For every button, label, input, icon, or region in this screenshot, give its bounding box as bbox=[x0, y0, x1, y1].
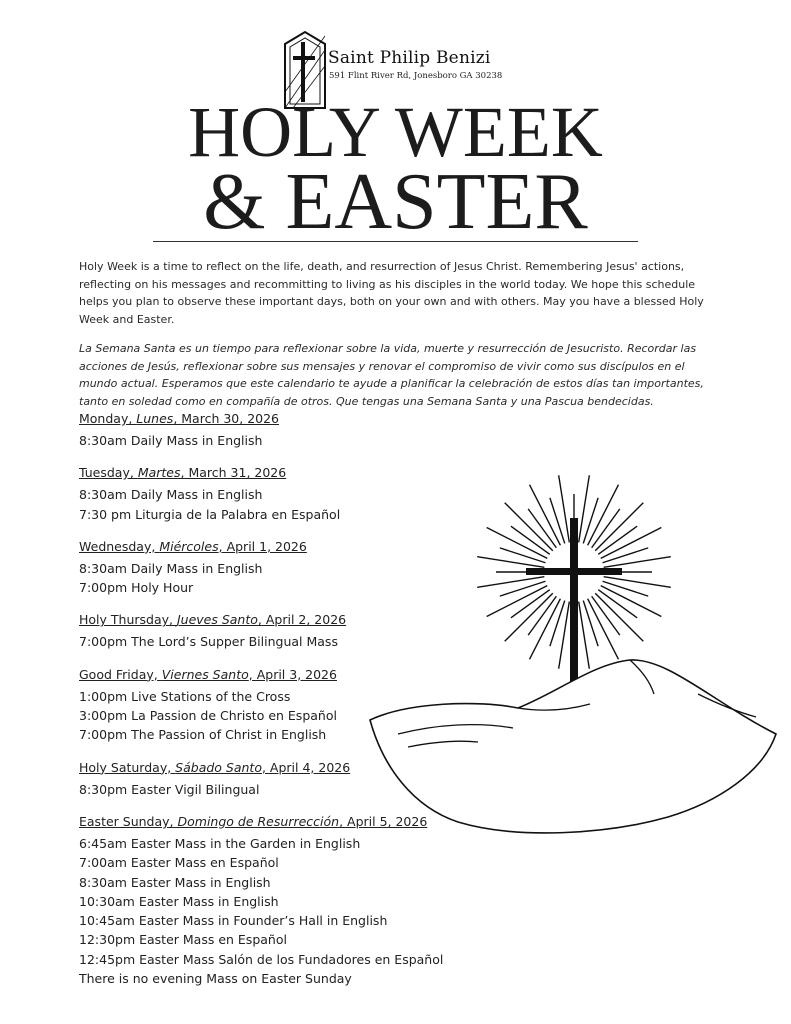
schedule-event: 7:30 pm Liturgia de la Palabra en Español bbox=[79, 506, 341, 522]
day-name-spanish: Martes bbox=[137, 465, 181, 481]
day-name-spanish: Miércoles bbox=[159, 538, 219, 554]
day-date: , March 31, 2026 bbox=[180, 465, 287, 481]
schedule-day bbox=[79, 758, 549, 799]
day-name-spanish: Viernes Santo bbox=[161, 666, 249, 682]
day-date: , April 1, 2026 bbox=[218, 538, 307, 554]
day-name-spanish: Sábado Santo bbox=[175, 759, 262, 775]
schedule-event: There is no evening Mass on Easter Sunday bbox=[79, 971, 352, 987]
schedule-event: 8:30am Daily Mass in English bbox=[79, 487, 263, 503]
schedule-event: 3:00pm La Passion de Christo en Español bbox=[79, 708, 337, 724]
page-title-line1: HOLY WEEK bbox=[188, 92, 603, 172]
schedule-event: 1:00pm Live Stations of the Cross bbox=[79, 688, 291, 704]
schedule-day bbox=[79, 537, 549, 598]
day-name-english: Easter Sunday, bbox=[79, 813, 178, 829]
schedule bbox=[79, 409, 549, 1001]
day-name-english: Monday, bbox=[79, 411, 137, 426]
day-heading bbox=[79, 409, 549, 428]
day-name-english: Wednesday, bbox=[79, 538, 160, 554]
schedule-event: 12:45pm Easter Mass Salón de los Fundadores en Español bbox=[79, 951, 444, 967]
schedule-event: 7:00pm The Passion of Christ in English bbox=[79, 727, 327, 743]
day-name-english: Good Friday, bbox=[79, 666, 162, 682]
day-heading bbox=[79, 610, 549, 629]
day-date: , April 3, 2026 bbox=[248, 666, 337, 682]
day-name-spanish: Domingo de Resurrección bbox=[177, 813, 340, 829]
schedule-event: 8:30am Easter Mass in English bbox=[79, 874, 271, 890]
day-heading bbox=[79, 463, 549, 482]
schedule-event: 10:45am Easter Mass in Founder’s Hall in English bbox=[79, 913, 388, 929]
schedule-event: 7:00pm The Lord’s Supper Bilingual Mass bbox=[79, 634, 338, 650]
day-date: , April 5, 2026 bbox=[339, 813, 428, 829]
schedule-day bbox=[79, 812, 549, 988]
day-heading bbox=[79, 537, 549, 556]
day-name-english: Holy Saturday, bbox=[79, 759, 176, 775]
schedule-day bbox=[79, 610, 549, 651]
schedule-event: 8:30pm Easter Vigil Bilingual bbox=[79, 781, 260, 797]
day-heading bbox=[79, 758, 549, 777]
schedule-day bbox=[79, 463, 549, 524]
day-date: , April 4, 2026 bbox=[261, 759, 351, 775]
day-date: , March 30, 2026 bbox=[173, 411, 280, 426]
intro-spanish: La Semana Santa es un tiempo para reflexionar sobre la vida, muerte y resurrección de Jesucristo. Recordar las acciones de Jesús, reflexionar sobre sus mensajes y renovar el compromiso de vivir como sus discípulos en el mundo actual. Esperamos que este calendario te ayude a planificar la celebración de estos días tan importantes, tanto en soledad como en compañía de otros. Que tengas una Semana Santa y una Pascua bendecidas. bbox=[79, 342, 704, 408]
schedule-event: 8:30am Daily Mass in English bbox=[79, 433, 263, 448]
day-name-english: Tuesday, bbox=[79, 465, 138, 481]
schedule-event: 12:30pm Easter Mass en Español bbox=[79, 932, 287, 948]
title-divider bbox=[153, 241, 638, 242]
day-name-spanish: Lunes bbox=[136, 411, 174, 426]
schedule-event: 8:30am Daily Mass in English bbox=[79, 560, 263, 576]
schedule-day bbox=[79, 665, 549, 745]
page-title-line2: & EASTER bbox=[203, 158, 588, 246]
church-address: 591 Flint River Rd, Jonesboro GA 30238 bbox=[329, 71, 503, 81]
day-heading bbox=[79, 665, 549, 684]
day-heading bbox=[79, 812, 549, 831]
schedule-event: 10:30am Easter Mass in English bbox=[79, 893, 279, 909]
intro-english: Holy Week is a time to reflect on the life, death, and resurrection of Jesus Christ. Remembering Jesus' actions, reflecting on his messages and recommitting to living as his disciples in the world today. We hope this schedule helps you plan to observe these important days, both on your own and with others. May you have a blessed Holy Week and Easter. bbox=[79, 260, 704, 326]
day-name-spanish: Jueves Santo bbox=[176, 612, 258, 628]
day-date: , April 2, 2026 bbox=[257, 612, 347, 628]
schedule-event: 6:45am Easter Mass in the Garden in English bbox=[79, 835, 361, 851]
schedule-event: 7:00am Easter Mass en Español bbox=[79, 855, 279, 871]
schedule-day bbox=[79, 409, 549, 450]
church-name: Saint Philip Benizi bbox=[328, 48, 491, 68]
schedule-event: 7:00pm Holy Hour bbox=[79, 580, 194, 596]
day-name-english: Holy Thursday, bbox=[79, 612, 177, 628]
